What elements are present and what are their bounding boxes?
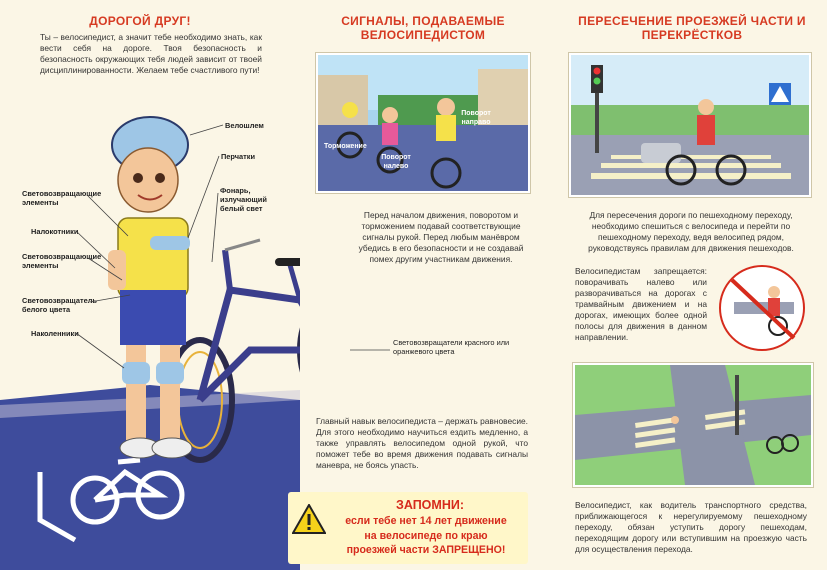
label-gloves: Перчатки — [221, 152, 256, 161]
warning-title: ЗАПОМНИ: — [396, 498, 464, 512]
label-reflective-elements-bottom: Световозвращающие элементы — [22, 252, 102, 270]
left-intro: Ты – велосипедист, а значит тебе необходимо знать, как вести себя на дороге. Твоя безопасность и безопасность окружающих тебя людей зависит от твоей дисциплинированности. Желаем тебе счастливого пути! — [40, 32, 262, 75]
crossing-paragraph: Для пересечения дороги по пешеходному переходу, необходимо спешиться с велосипеда и перейти по пешеходному переходу, ведя велосипед рядом, руководствуясь правилам для движения пешеходов. — [588, 210, 794, 253]
warning-line-2: на велосипеде по краю — [364, 529, 488, 542]
warning-body — [328, 514, 524, 558]
label-white-reflector: Световозвращатель белого цвета — [22, 296, 97, 314]
label-helmet: Велошлем — [225, 121, 264, 130]
label-red-orange-reflectors: Световозвращатели красного или оранжевого цвета — [393, 338, 510, 356]
middle-title: СИГНАЛЫ, ПОДАВАЕМЫЕ ВЕЛОСИПЕДИСТОМ — [341, 14, 505, 42]
warning-triangle-icon — [292, 504, 326, 534]
no-left-turn-illustration — [712, 262, 812, 354]
signal-left-label: Поворот налево — [381, 154, 411, 170]
balance-paragraph: Главный навык велосипедиста – держать равновесие. Для этого необходимо научиться ездить медленно, а также управлять велосипедом одной рукой, что поможет тебе во время движения подавать сигналы маневра, не боясь упасть. — [316, 416, 528, 470]
label-white-lamp: Фонарь, излучающий белый свет — [220, 186, 267, 213]
label-elbow-pads: Налокотники — [31, 227, 79, 236]
prohibited-paragraph: Велосипедистам запрещается: поворачивать налево или разворачиваться на дорогах с трамвайным движением и на дорогах, имеющих более одной полосы для движения в данном направлении. — [575, 266, 707, 342]
warning-box — [288, 492, 528, 564]
signals-paragraph: Перед началом движения, поворотом и торможением подавай соответствующие сигналы рукой. Перед любым манёвром убедись в его безопасности и не создавай помех другим участникам движения. — [358, 210, 524, 264]
signal-right-label: Поворот направо — [461, 110, 491, 126]
yield-paragraph: Велосипедист, как водитель транспортного средства, приближающегося к нерегулируемому пешеходному переходу, обязан уступить дорогу пешеходам, переходящим дорогу или вступившим на проезжую часть для осуществления перехода. — [575, 500, 807, 554]
hand-signals-illustration — [316, 53, 530, 193]
warning-line-3: проезжей части ЗАПРЕЩЕНО! — [346, 544, 506, 556]
label-knee-pads: Наколенники — [31, 329, 79, 338]
crosswalk-illustration — [569, 53, 811, 197]
crossroads-illustration — [573, 363, 813, 487]
right-title: ПЕРЕСЕЧЕНИЕ ПРОЕЗЖЕЙ ЧАСТИ И ПЕРЕКРЁСТКОВ — [578, 14, 806, 42]
label-reflective-elements-top: Световозвращающие элементы — [22, 189, 102, 207]
warning-line-1: если тебе нет 14 лет движение — [345, 515, 507, 527]
signal-brake-label: Торможение — [324, 143, 367, 150]
left-title: ДОРОГОЙ ДРУГ! — [89, 14, 191, 28]
